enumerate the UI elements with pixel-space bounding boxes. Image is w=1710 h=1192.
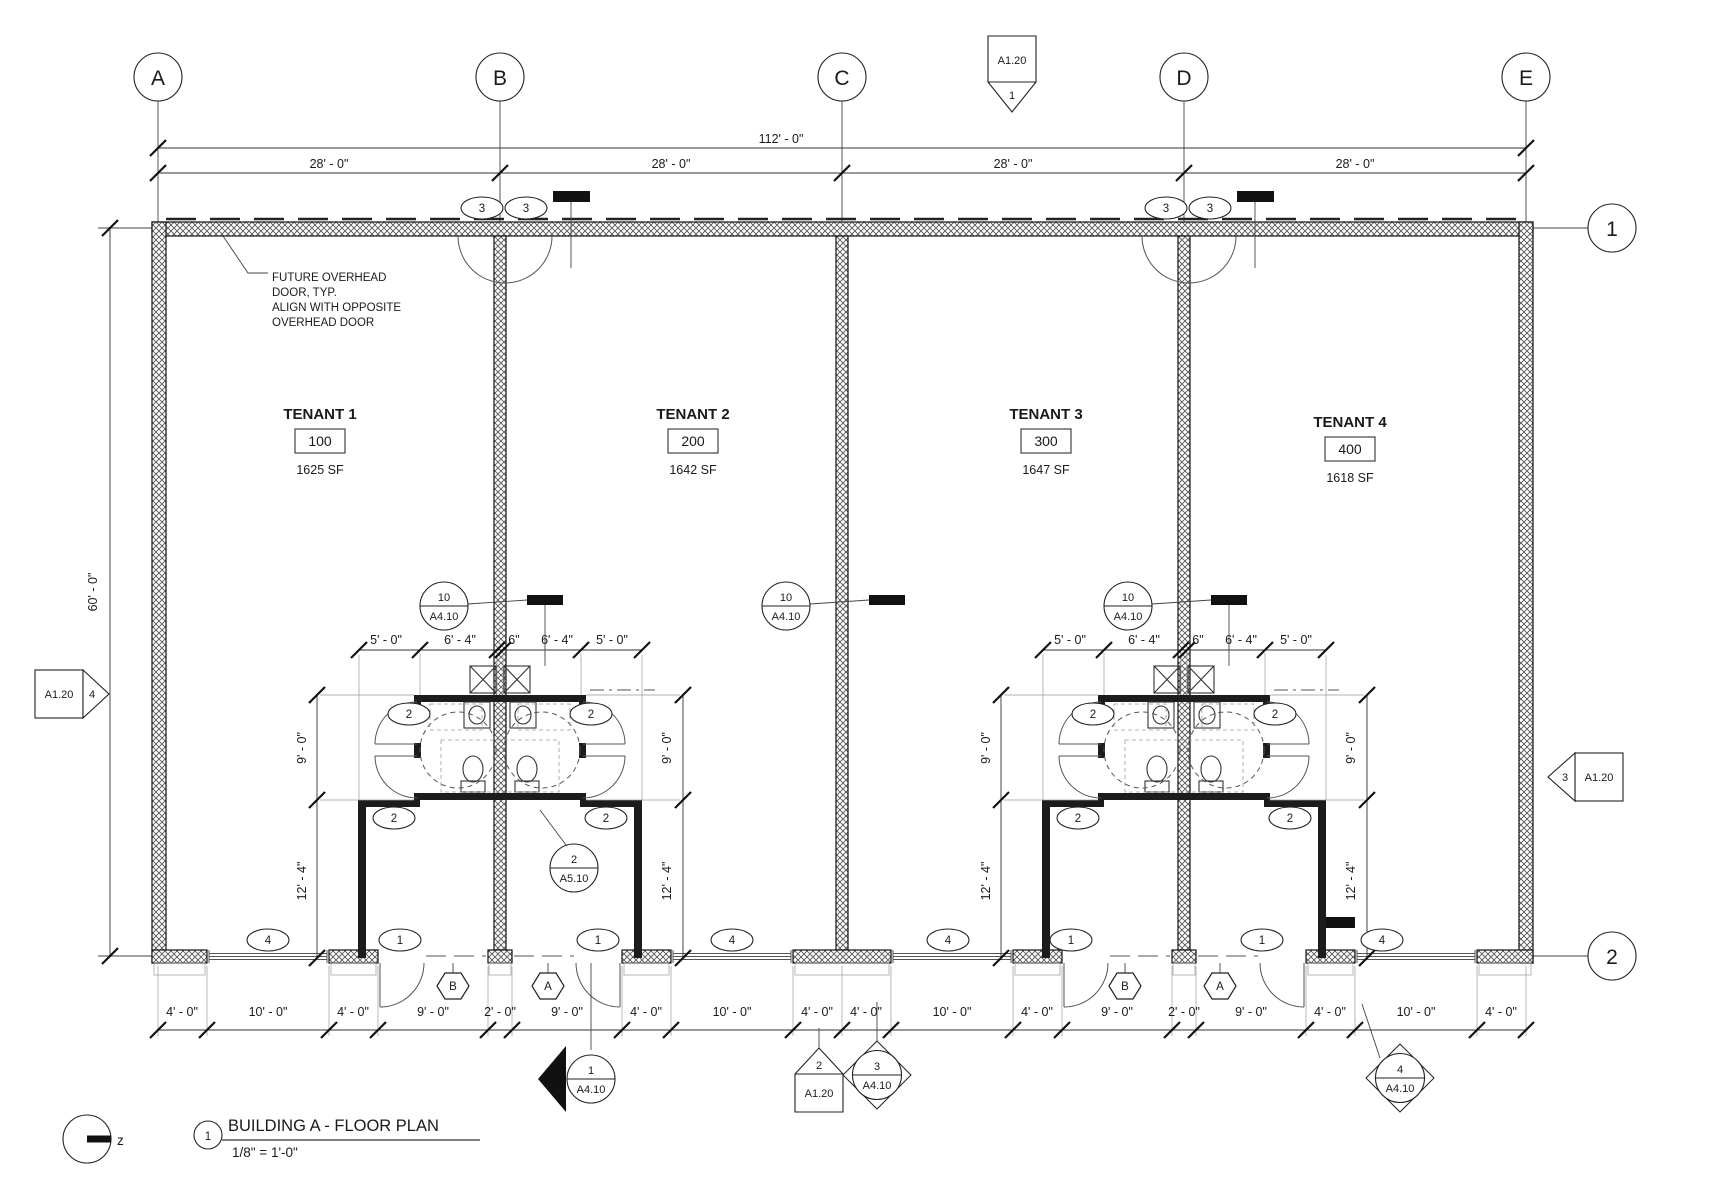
dim-restroom: 5' - 0" [370,633,402,647]
note-line: ALIGN WITH OPPOSITE [272,302,402,314]
demising-wall-d [1178,236,1190,950]
east-wall [1519,222,1533,963]
dim-storefront: 4' - 0" [1314,1005,1346,1019]
dim-vestibule-depth: 12' - 4" [979,861,993,901]
dim-bay-4: 28' - 0" [1335,157,1375,171]
wall-tag-3: 3 [1162,203,1170,215]
dim-restroom-depth: 9' - 0" [295,732,309,764]
wall-tag-2: 2 [1074,813,1082,825]
wall-tag-3: 3 [1206,203,1214,215]
tenant-4-unit: 400 [1338,441,1362,457]
section-number: 1 [1008,90,1016,102]
wall-tag-2: 2 [390,813,398,825]
dim-overall-width: 112' - 0" [758,132,804,146]
dim-restroom: 6' - 4" [1225,633,1257,647]
note-line: OVERHEAD DOOR [272,317,375,329]
door-wall-tag-1: 1 [396,935,404,947]
dim-bay-3: 28' - 0" [993,157,1033,171]
dim-restroom: 5' - 0" [1280,633,1312,647]
door-wall-tag-1: 1 [594,935,602,947]
view-number: 1 [204,1131,212,1143]
dim-bay-2: 28' - 0" [651,157,691,171]
dim-vestibule-depth: 12' - 4" [660,861,674,901]
dim-restroom-depth: 9' - 0" [1344,732,1358,764]
tenant-3-unit: 300 [1034,433,1058,449]
section-marker-bottom [795,1048,843,1112]
dim-storefront: 4' - 0" [1485,1005,1517,1019]
wall-tag-2: 2 [1271,709,1279,721]
callout-number: 2 [570,854,578,866]
dim-storefront: 10' - 0" [248,1005,288,1019]
dim-storefront: 4' - 0" [1021,1005,1053,1019]
storefront-tags [247,929,1403,999]
callout-sheet: A4.10 [429,611,459,623]
tenant-3-area: 1647 SF [1022,463,1070,477]
west-wall [152,222,166,963]
tenant-4-name: TENANT 4 [1313,414,1387,431]
dim-restroom: 6' - 4" [1128,633,1160,647]
grid-label-1: 1 [1606,218,1618,241]
dim-restroom: 6' - 4" [541,633,573,647]
door-tag-b: B [449,981,457,993]
section-number: 4 [88,689,96,701]
north-wall [152,222,1533,236]
elevation-number: 1 [587,1065,595,1077]
dim-restroom: 5' - 0" [1054,633,1086,647]
section-sheet: A1.20 [1584,772,1614,784]
window-tag-4: 4 [264,935,272,947]
dim-storefront: 9' - 0" [1101,1005,1133,1019]
tenant-1-unit: 100 [308,433,332,449]
section-number: 3 [1561,772,1569,784]
section-number: 2 [815,1060,823,1072]
tenant-1-name: TENANT 1 [283,406,357,423]
dim-storefront: 2' - 0" [484,1005,516,1019]
dim-storefront: 4' - 0" [337,1005,369,1019]
wall-tag-2: 2 [1089,709,1097,721]
grid-label-c: C [834,67,850,90]
door-tag-b: B [1121,981,1129,993]
detail-callouts [420,582,1247,892]
grid-label-b: B [492,67,508,90]
dim-storefront: 2' - 0" [1168,1005,1200,1019]
dim-bay-1: 28' - 0" [309,157,349,171]
keynote-solid-tag [1237,191,1274,202]
keynote-solid-tag [553,191,590,202]
dim-restroom: 6' - 4" [444,633,476,647]
elevation-arrow [538,1046,566,1112]
wall-tag-3: 3 [522,203,530,215]
wall-tag-2: 2 [405,709,413,721]
view-scale: 1/8" = 1'-0" [232,1145,298,1160]
wall-tag-2: 2 [1286,813,1294,825]
door-wall-tag-1: 1 [1067,935,1075,947]
tenant-2-area: 1642 SF [669,463,717,477]
callout-number: 10 [1121,592,1135,604]
tenant-2-name: TENANT 2 [656,406,730,423]
door-wall-tag-1: 1 [1258,935,1266,947]
section-sheet: A1.20 [804,1088,834,1100]
north-arrow-label: z [117,1133,124,1148]
elevation-number: 3 [873,1061,881,1073]
dim-vestibule-depth: 12' - 4" [1344,861,1358,901]
wall-tag-3: 3 [478,203,486,215]
view-title-block [63,1115,480,1163]
dim-storefront: 10' - 0" [932,1005,972,1019]
door-tag-a: A [1216,981,1224,993]
dimension-left [86,220,118,964]
tenant-2-unit: 200 [681,433,705,449]
dim-restroom: 6" [508,633,520,647]
dimensions-bottom [150,966,1534,1038]
callout-sheet: A4.10 [1113,611,1143,623]
grid-label-a: A [150,67,166,90]
dim-restroom: 5' - 0" [596,633,628,647]
note-future-overhead-door [223,236,401,329]
note-line: DOOR, TYP. [272,287,337,299]
callout-number: 10 [779,592,793,604]
elevation-number: 4 [1396,1064,1404,1076]
dim-storefront: 4' - 0" [166,1005,198,1019]
callout-sheet: A5.10 [559,873,589,885]
dim-overall-depth: 60' - 0" [86,572,100,612]
dim-storefront: 4' - 0" [630,1005,662,1019]
view-title: BUILDING A - FLOOR PLAN [228,1117,439,1135]
wall-tag-2: 2 [587,709,595,721]
note-line: FUTURE OVERHEAD [272,272,387,284]
grid-label-2: 2 [1606,946,1618,969]
dim-storefront: 10' - 0" [1396,1005,1436,1019]
section-sheet: A1.20 [997,55,1027,67]
demising-wall-b [494,236,506,950]
grid-label-d: D [1176,67,1192,90]
section-sheet: A1.20 [44,689,74,701]
wall-tag-2: 2 [602,813,610,825]
dim-storefront: 4' - 0" [850,1005,882,1019]
dim-restroom-depth: 9' - 0" [660,732,674,764]
window-tag-4: 4 [1378,935,1386,947]
dim-storefront: 9' - 0" [551,1005,583,1019]
dim-storefront: 4' - 0" [801,1005,833,1019]
tenant-1-area: 1625 SF [296,463,344,477]
tenant-3-name: TENANT 3 [1009,406,1083,423]
elevation-sheet: A4.10 [576,1084,606,1096]
window-tag-4: 4 [944,935,952,947]
dim-restroom-depth: 9' - 0" [979,732,993,764]
demising-wall-c [836,236,848,950]
callout-sheet: A4.10 [771,611,801,623]
grid-label-e: E [1518,67,1534,90]
dim-restroom: 6" [1192,633,1204,647]
door-tag-a: A [544,981,552,993]
callout-number: 10 [437,592,451,604]
dim-storefront: 9' - 0" [417,1005,449,1019]
dim-storefront: 10' - 0" [712,1005,752,1019]
tenant-labels [283,406,1387,485]
elevation-sheet: A4.10 [862,1080,892,1092]
dim-vestibule-depth: 12' - 4" [295,861,309,901]
tenant-4-area: 1618 SF [1326,471,1374,485]
dim-storefront: 9' - 0" [1235,1005,1267,1019]
elevation-sheet: A4.10 [1385,1083,1415,1095]
window-tag-4: 4 [728,935,736,947]
